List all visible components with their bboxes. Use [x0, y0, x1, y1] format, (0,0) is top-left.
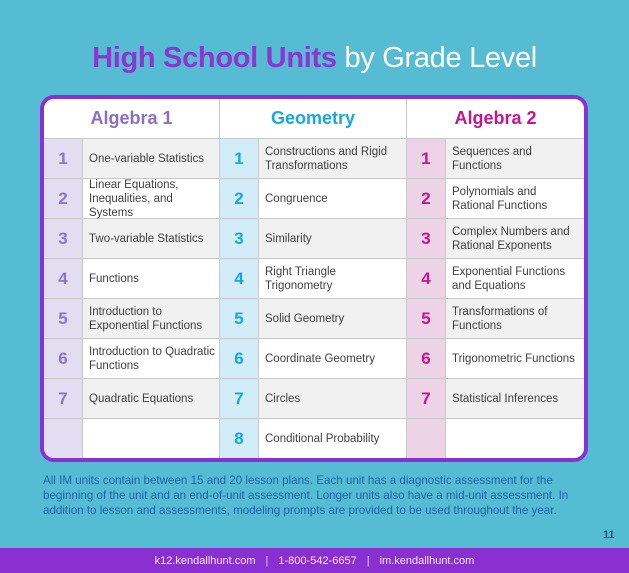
geometry-unit-number: 8	[220, 419, 259, 459]
footnote: All IM units contain between 15 and 20 lesson plans. Each unit has a diagnostic assessment for the beginning of the unit and an end-of-unit assessment. Longer units also have a mid-unit assessment. In addition to lesson and assessments, modeling prompts are provided to be used throughout the year.	[43, 474, 569, 517]
algebra-1-unit-name: Linear Equations, Inequalities, and Systems	[83, 179, 220, 219]
algebra-1-unit-name: Quadratic Equations	[83, 379, 220, 419]
algebra-1-unit-number: 6	[44, 339, 83, 379]
geometry-unit-name: Conditional Probability	[259, 419, 407, 459]
geometry-unit-name: Constructions and Rigid Transformations	[259, 139, 407, 179]
algebra-2-unit-number: 6	[407, 339, 446, 379]
algebra-1-unit-name: Two-variable Statistics	[83, 219, 220, 259]
units-table	[40, 95, 588, 462]
algebra-2-unit-name: Statistical Inferences	[446, 379, 584, 419]
algebra-2-unit-name: Exponential Functions and Equations	[446, 259, 584, 299]
header-algebra-1: Algebra 1	[44, 99, 220, 139]
title-bold: High School Units	[92, 42, 337, 74]
footer-separator: |	[366, 554, 370, 567]
geometry-unit-number: 1	[220, 139, 259, 179]
algebra-1-unit-number: 5	[44, 299, 83, 339]
geometry-unit-name: Similarity	[259, 219, 407, 259]
algebra-2-unit-number	[407, 419, 446, 459]
geometry-unit-number: 5	[220, 299, 259, 339]
algebra-2-unit-name: Complex Numbers and Rational Exponents	[446, 219, 584, 259]
algebra-1-unit-number	[44, 419, 83, 459]
algebra-2-unit-name: Trigonometric Functions	[446, 339, 584, 379]
algebra-1-unit-number: 2	[44, 179, 83, 219]
algebra-2-unit-number: 4	[407, 259, 446, 299]
geometry-unit-number: 2	[220, 179, 259, 219]
algebra-1-unit-number: 1	[44, 139, 83, 179]
geometry-unit-number: 4	[220, 259, 259, 299]
geometry-unit-name: Right Triangle Trigonometry	[259, 259, 407, 299]
algebra-2-unit-number: 2	[407, 179, 446, 219]
algebra-1-unit-name: One-variable Statistics	[83, 139, 220, 179]
algebra-1-unit-name	[83, 419, 220, 459]
algebra-2-unit-name	[446, 419, 584, 459]
header-algebra-2: Algebra 2	[407, 99, 584, 139]
algebra-1-unit-name: Introduction to Exponential Functions	[83, 299, 220, 339]
footer-link-im[interactable]: im.kendallhunt.com	[379, 554, 475, 567]
algebra-1-unit-number: 4	[44, 259, 83, 299]
units-grid	[44, 99, 584, 458]
algebra-1-unit-number: 3	[44, 219, 83, 259]
page-number: 11	[603, 529, 615, 541]
title-light: by Grade Level	[336, 42, 537, 74]
algebra-2-unit-number: 3	[407, 219, 446, 259]
footer-link-k12[interactable]: k12.kendallhunt.com	[154, 554, 256, 567]
footer-bar	[0, 548, 629, 573]
header-geometry: Geometry	[220, 99, 407, 139]
footer-phone: 1-800-542-6657	[278, 554, 357, 567]
geometry-unit-number: 7	[220, 379, 259, 419]
algebra-2-unit-number: 1	[407, 139, 446, 179]
algebra-1-unit-name: Introduction to Quadratic Functions	[83, 339, 220, 379]
algebra-2-unit-name: Sequences and Functions	[446, 139, 584, 179]
algebra-2-unit-name: Polynomials and Rational Functions	[446, 179, 584, 219]
algebra-1-unit-name: Functions	[83, 259, 220, 299]
algebra-2-unit-name: Transformations of Functions	[446, 299, 584, 339]
geometry-unit-name: Congruence	[259, 179, 407, 219]
geometry-unit-name: Coordinate Geometry	[259, 339, 407, 379]
algebra-1-unit-number: 7	[44, 379, 83, 419]
algebra-2-unit-number: 7	[407, 379, 446, 419]
geometry-unit-name: Circles	[259, 379, 407, 419]
page-title	[0, 38, 629, 78]
geometry-unit-number: 3	[220, 219, 259, 259]
algebra-2-unit-number: 5	[407, 299, 446, 339]
geometry-unit-number: 6	[220, 339, 259, 379]
footer-separator: |	[265, 554, 269, 567]
geometry-unit-name: Solid Geometry	[259, 299, 407, 339]
